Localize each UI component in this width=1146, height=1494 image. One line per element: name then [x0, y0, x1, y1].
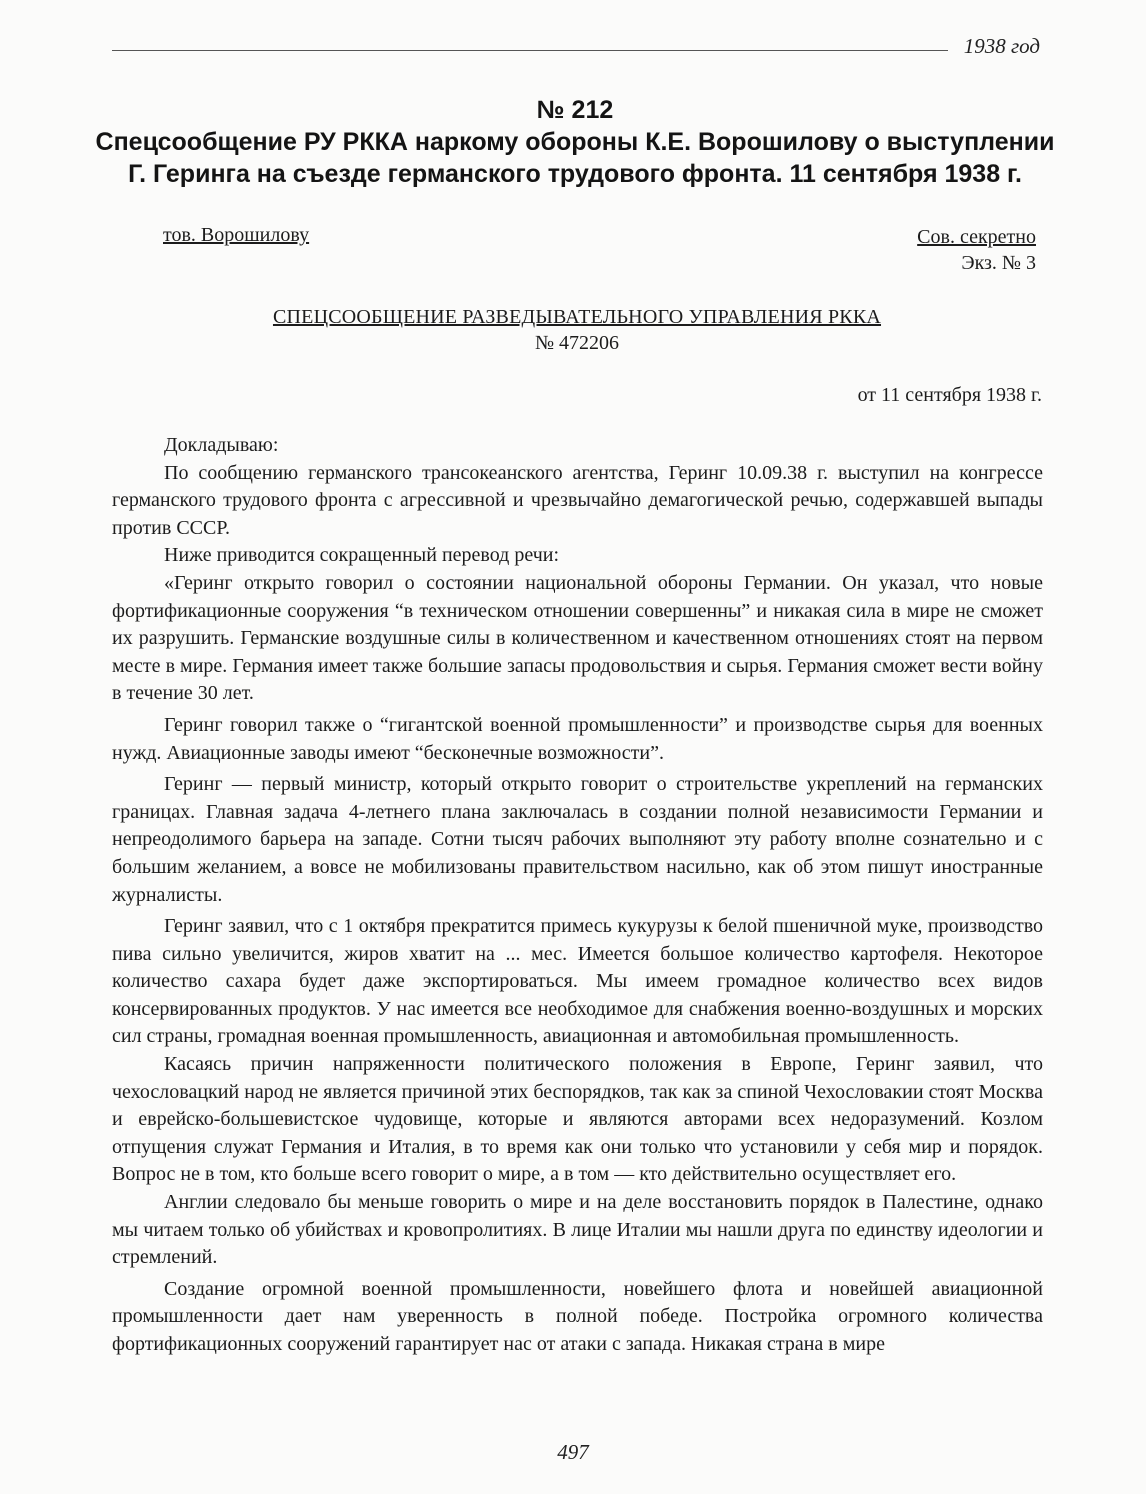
- paragraph: Докладываю:: [164, 434, 279, 456]
- paragraph: Англии следовало бы меньше говорить о мире и на деле восстановить порядок в Палестине, однако мы читаем только об убийствах и кровопролитиях. В лице Италии мы нашли друга по единству идеологии и стремлений.: [112, 1191, 1043, 1269]
- document-heading: [80, 94, 1070, 190]
- addressee: тов. Ворошилову: [163, 224, 310, 246]
- paragraph: Ниже приводится сокращенный перевод речи:: [164, 544, 560, 567]
- body-text: [112, 432, 1043, 1359]
- paragraph: Касаясь причин напряженности политического положения в Европе, Геринг заявил, что чехословацкий народ не является причиной этих беспорядков, так как за спиной Чехословакии стоят Москва и еврейско-большевистское чудовище, которые и являются авторами всех недоразумений. Козлом отпущения служат Германия и Италия, в то время как они только что установили у себя мир и порядок. Вопрос не в том, кто больше всего говорит о мире, а в том — кто действительно осуществляет его.: [112, 1053, 1043, 1186]
- paragraph: «Геринг открыто говорил о состоянии национальной обороны Германии. Он указал, что новые фортификационные сооружения “в техническом отношении совершенны” и никакая сила в мире не сможет их разрушить. Германские воздушные силы в количественном и качественном отношениях стоят на первом месте в мире. Германия имеет также большие запасы продовольствия и сырья. Германия сможет вести войну в течение 30 лет.: [112, 571, 1043, 705]
- paragraph: Геринг — первый министр, который открыто говорит о строительстве укреплений на германских границах. Главная задача 4-летнего плана заключалась в создании полной независимости Германии и непреодолимого барьера на западе. Сотни тысяч рабочих выполняют эту работу вполне сознательно и с большим желанием, а вовсе не мобилизованы правительством насильно, как об этом пишут иностранные журналисты.: [112, 773, 1043, 906]
- paragraph: Геринг говорил также о “гигантской военной промышленности” и производстве сырья для военных нужд. Авиационные заводы имеют “бесконечные возможности”.: [112, 713, 1043, 764]
- running-head: [112, 30, 1040, 62]
- document-title-line-1: Спецсообщение РУ РККА наркому обороны К.Е. Ворошилову о выступлении: [95, 128, 1055, 156]
- report-title-block: [112, 304, 1042, 356]
- copy-number: Экз. № 3: [961, 252, 1036, 274]
- secrecy-mark: Сов. секретно: [917, 226, 1036, 248]
- report-number: № 472206: [534, 332, 620, 354]
- classification-block: [917, 224, 1036, 276]
- report-title: СПЕЦСООБЩЕНИЕ РАЗВЕДЫВАТЕЛЬНОГО УПРАВЛЕНИЯ РККА: [272, 306, 882, 328]
- report-date: от 11 сентября 1938 г.: [857, 384, 1042, 406]
- paragraph: Создание огромной военной промышленности, новейшего флота и новейшей авиационной промышленности дает нам уверенность в полной победе. Постройка огромного количества фортификационных сооружений гарантирует нас от атаки с запада. Никакая страна в мире: [112, 1277, 1043, 1355]
- document-title-line-2: Г. Геринга на съезде германского трудового фронта. 11 сентября 1938 г.: [128, 160, 1022, 188]
- page-number: 497: [557, 1440, 589, 1464]
- header-rule: [112, 50, 948, 51]
- paragraph: По сообщению германского трансокеанского агентства, Геринг 10.09.38 г. выступил на конгрессе германского трудового фронта с агрессивной и чрезвычайно демагогической речью, содержавшей выпады против СССР.: [112, 461, 1043, 539]
- document-number: № 212: [536, 96, 614, 124]
- paragraph: Геринг заявил, что с 1 октября прекратится примесь кукурузы к белой пшеничной муке, производство пива сильно увеличится, жиров хватит на ... мес. Имеется большое количество картофеля. Некоторое количество сахара будет даже экспортироваться. Мы имеем громадное количество всех видов консервированных продуктов. У нас имеется все необходимое для снабжения военно-воздушных и морских сил страны, громадная военная промышленность, авиационная и автомобильная промышленность.: [112, 915, 1043, 1048]
- running-head-year: 1938 год: [963, 34, 1040, 58]
